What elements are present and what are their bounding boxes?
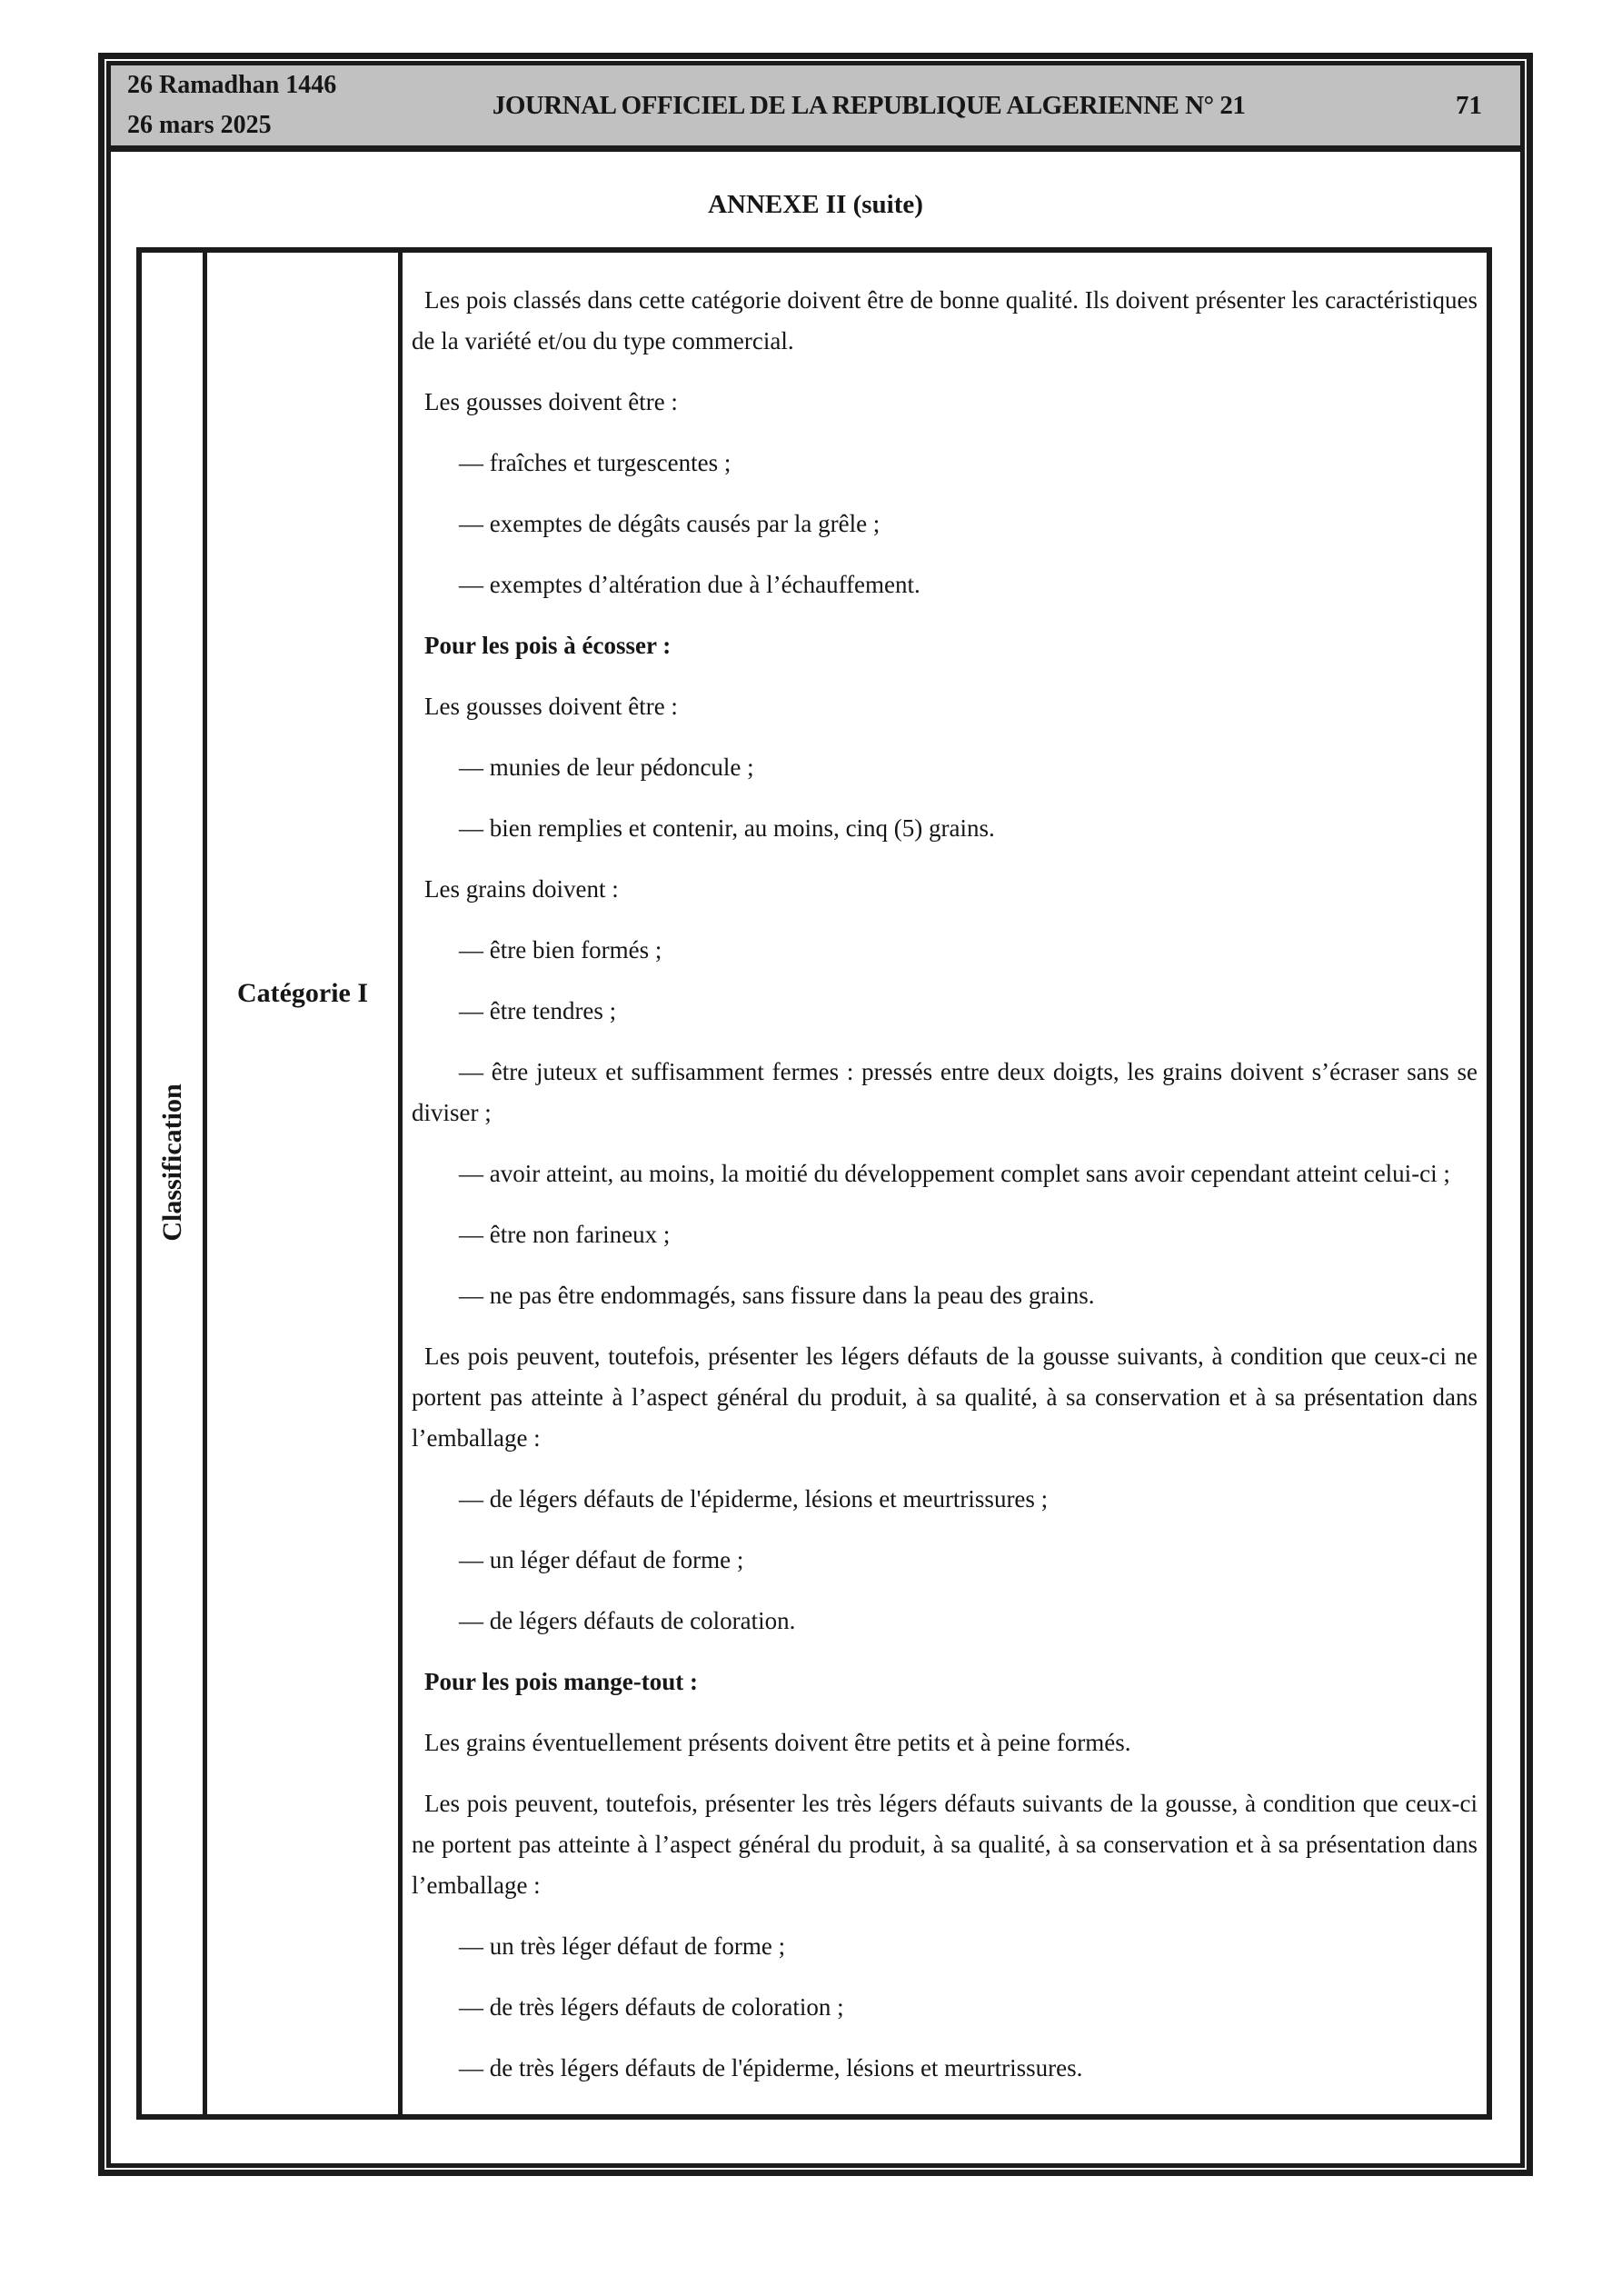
date-hijri: 26 Ramadhan 1446 bbox=[127, 71, 337, 99]
page-number: 71 bbox=[1456, 90, 1482, 120]
header-dates bbox=[111, 65, 336, 145]
dash-list-item: — un très léger défaut de forme ; bbox=[459, 1932, 786, 1960]
dash-list-item: — ne pas être endommagés, sans fissure dans la peau des grains. bbox=[459, 1282, 1095, 1309]
section-heading: Pour les pois mange-tout : bbox=[424, 1668, 698, 1695]
journal-title: JOURNAL OFFICIEL DE LA REPUBLIQUE ALGERIENNE N° 21 bbox=[492, 90, 1246, 120]
dash-list-item: — être juteux et suffisamment fermes : pressés entre deux doigts, les grains doivent s’écraser sans se diviser ; bbox=[412, 1058, 1478, 1126]
dash-list-item: — être tendres ; bbox=[459, 997, 617, 1024]
dash-list-item: — exemptes d’altération due à l’échauffement. bbox=[459, 571, 920, 598]
section-heading: Pour les pois à écosser : bbox=[424, 632, 672, 659]
dash-list-item: — fraîches et turgescentes ; bbox=[459, 449, 731, 476]
page-frame-inner bbox=[106, 61, 1525, 2168]
dash-list-item: — un léger défaut de forme ; bbox=[459, 1546, 744, 1573]
date-gregorian: 26 mars 2025 bbox=[127, 111, 272, 139]
paragraph: Les grains éventuellement présents doivent être petits et à peine formés. bbox=[424, 1729, 1131, 1756]
paragraph: Les pois classés dans cette catégorie doivent être de bonne qualité. Ils doivent présenter les caractéristiques de la variété et/ou du type commercial. bbox=[412, 286, 1478, 354]
paragraph: Les grains doivent : bbox=[424, 875, 619, 903]
dash-list-item: — être non farineux ; bbox=[459, 1221, 671, 1248]
dash-list-item: — de très légers défauts de coloration ; bbox=[459, 1993, 844, 2021]
paragraph: Les pois peuvent, toutefois, présenter les très légers défauts suivants de la gousse, à condition que ceux-ci ne portent pas atteinte à l’aspect général du produit, à sa qualité, à sa conservation et à sa présentation dans l’emballage : bbox=[412, 1790, 1478, 1899]
paragraph: Les pois peuvent, toutefois, présenter les légers défauts de la gousse suivants, à condition que ceux-ci ne portent pas atteinte à l’aspect général du produit, à sa qualité, à sa conservation et à sa présentation dans l’emballage : bbox=[412, 1343, 1478, 1452]
classification-vertical-label: Classification bbox=[156, 1083, 187, 1243]
dash-list-item: — bien remplies et contenir, au moins, cinq (5) grains. bbox=[459, 814, 995, 842]
table-cell-classification bbox=[142, 253, 207, 2114]
paragraph: Les gousses doivent être : bbox=[424, 388, 678, 415]
annex-title: ANNEXE II (suite) bbox=[708, 190, 923, 219]
page-frame bbox=[98, 53, 1533, 2176]
dash-list-item: — avoir atteint, au moins, la moitié du développement complet sans avoir cependant atteint celui-ci ; bbox=[459, 1160, 1450, 1187]
dash-list-item: — munies de leur pédoncule ; bbox=[459, 754, 754, 781]
journal-header-band bbox=[111, 65, 1520, 152]
table-cell-category bbox=[207, 253, 403, 2114]
dash-list-item: — de légers défauts de coloration. bbox=[459, 1607, 796, 1634]
dash-list-item: — de très légers défauts de l'épiderme, lésions et meurtrissures. bbox=[459, 2054, 1083, 2081]
dash-list-item: — être bien formés ; bbox=[459, 936, 662, 963]
category-label: Catégorie I bbox=[236, 978, 369, 1009]
paragraph: Les gousses doivent être : bbox=[424, 693, 678, 720]
dash-list-item: — de légers défauts de l'épiderme, lésions et meurtrissures ; bbox=[459, 1485, 1049, 1512]
table-cell-body bbox=[403, 253, 1487, 2114]
dash-list-item: — exemptes de dégâts causés par la grêle ; bbox=[459, 510, 881, 537]
classification-table bbox=[136, 247, 1492, 2120]
